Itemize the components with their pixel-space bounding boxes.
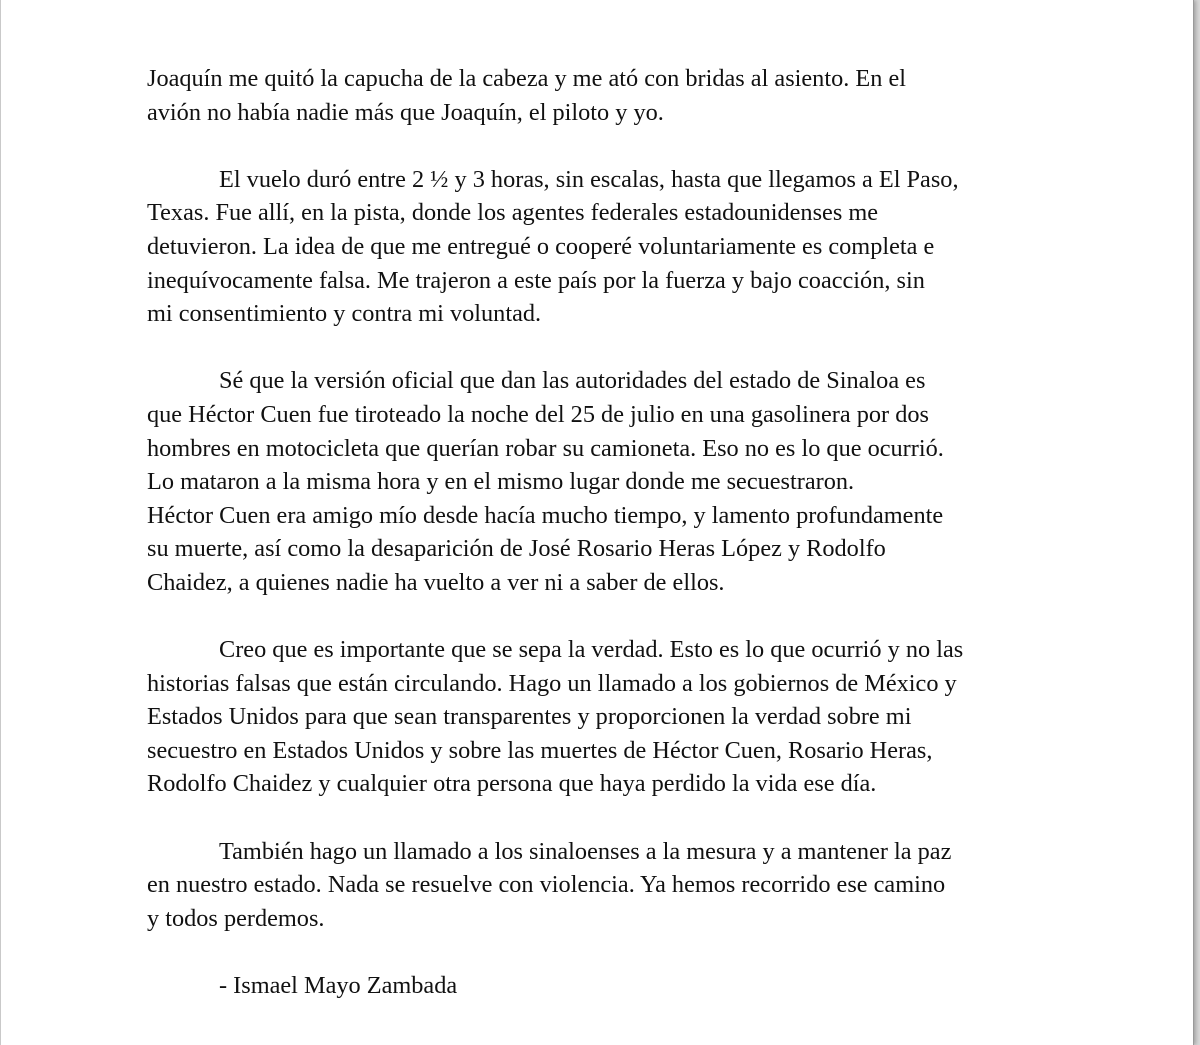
text-line: detuvieron. La idea de que me entregué o cooperé voluntariamente es completa e	[147, 232, 935, 260]
text-line: historias falsas que están circulando. Hago un llamado a los gobiernos de México y	[147, 669, 957, 697]
text-line: mi consentimiento y contra mi voluntad.	[147, 300, 542, 328]
signature: - Ismael Mayo Zambada	[219, 972, 458, 1000]
paragraph-gap	[147, 935, 1067, 969]
paragraph	[147, 62, 1067, 129]
paragraph	[147, 835, 1067, 936]
text-line: Joaquín me quitó la capucha de la cabeza y me ató con bridas al asiento. En el	[147, 65, 906, 92]
text-line: El vuelo duró entre 2 ½ y 3 horas, sin escalas, hasta que llegamos a El Paso,	[219, 165, 959, 193]
text-line: y todos perdemos.	[147, 904, 325, 932]
paragraph-gap	[147, 600, 1067, 634]
paragraph-gap	[147, 801, 1067, 835]
text-line: Texas. Fue allí, en la pista, donde los agentes federales estadounidenses me	[147, 199, 879, 227]
text-line: inequívocamente falsa. Me trajeron a este país por la fuerza y bajo coacción, sin	[147, 266, 925, 294]
letter-body	[147, 62, 1067, 1003]
text-line: su muerte, así como la desaparición de José Rosario Heras López y Rodolfo	[147, 535, 886, 563]
text-line: que Héctor Cuen fue tiroteado la noche del 25 de julio en una gasolinera por dos	[147, 400, 929, 428]
text-line: Rodolfo Chaidez y cualquier otra persona que haya perdido la vida ese día.	[147, 770, 877, 798]
paragraph	[147, 163, 1067, 331]
text-line: hombres en motocicleta que querían robar su camioneta. Eso no es lo que ocurrió.	[147, 434, 944, 462]
text-line: avión no había nadie más que Joaquín, el piloto y yo.	[147, 98, 664, 126]
text-line: Estados Unidos para que sean transparentes y proporcionen la verdad sobre mi	[147, 703, 912, 731]
text-line: Creo que es importante que se sepa la verdad. Esto es lo que ocurrió y no las	[219, 636, 964, 664]
paragraph	[147, 633, 1067, 801]
text-line: Chaidez, a quienes nadie ha vuelto a ver ni a saber de ellos.	[147, 568, 725, 596]
paragraph-gap	[147, 331, 1067, 365]
paragraph	[147, 364, 1067, 599]
text-line: Sé que la versión oficial que dan las autoridades del estado de Sinaloa es	[219, 367, 926, 395]
text-line: en nuestro estado. Nada se resuelve con violencia. Ya hemos recorrido ese camino	[147, 871, 946, 899]
text-line: Lo mataron a la misma hora y en el mismo lugar donde me secuestraron.	[147, 468, 855, 496]
text-line: También hago un llamado a los sinaloenses a la mesura y a mantener la paz	[219, 837, 952, 865]
text-line: secuestro en Estados Unidos y sobre las muertes de Héctor Cuen, Rosario Heras,	[147, 736, 933, 764]
text-line: Héctor Cuen era amigo mío desde hacía mucho tiempo, y lamento profundamente	[147, 501, 944, 529]
paragraph-gap	[147, 129, 1067, 163]
